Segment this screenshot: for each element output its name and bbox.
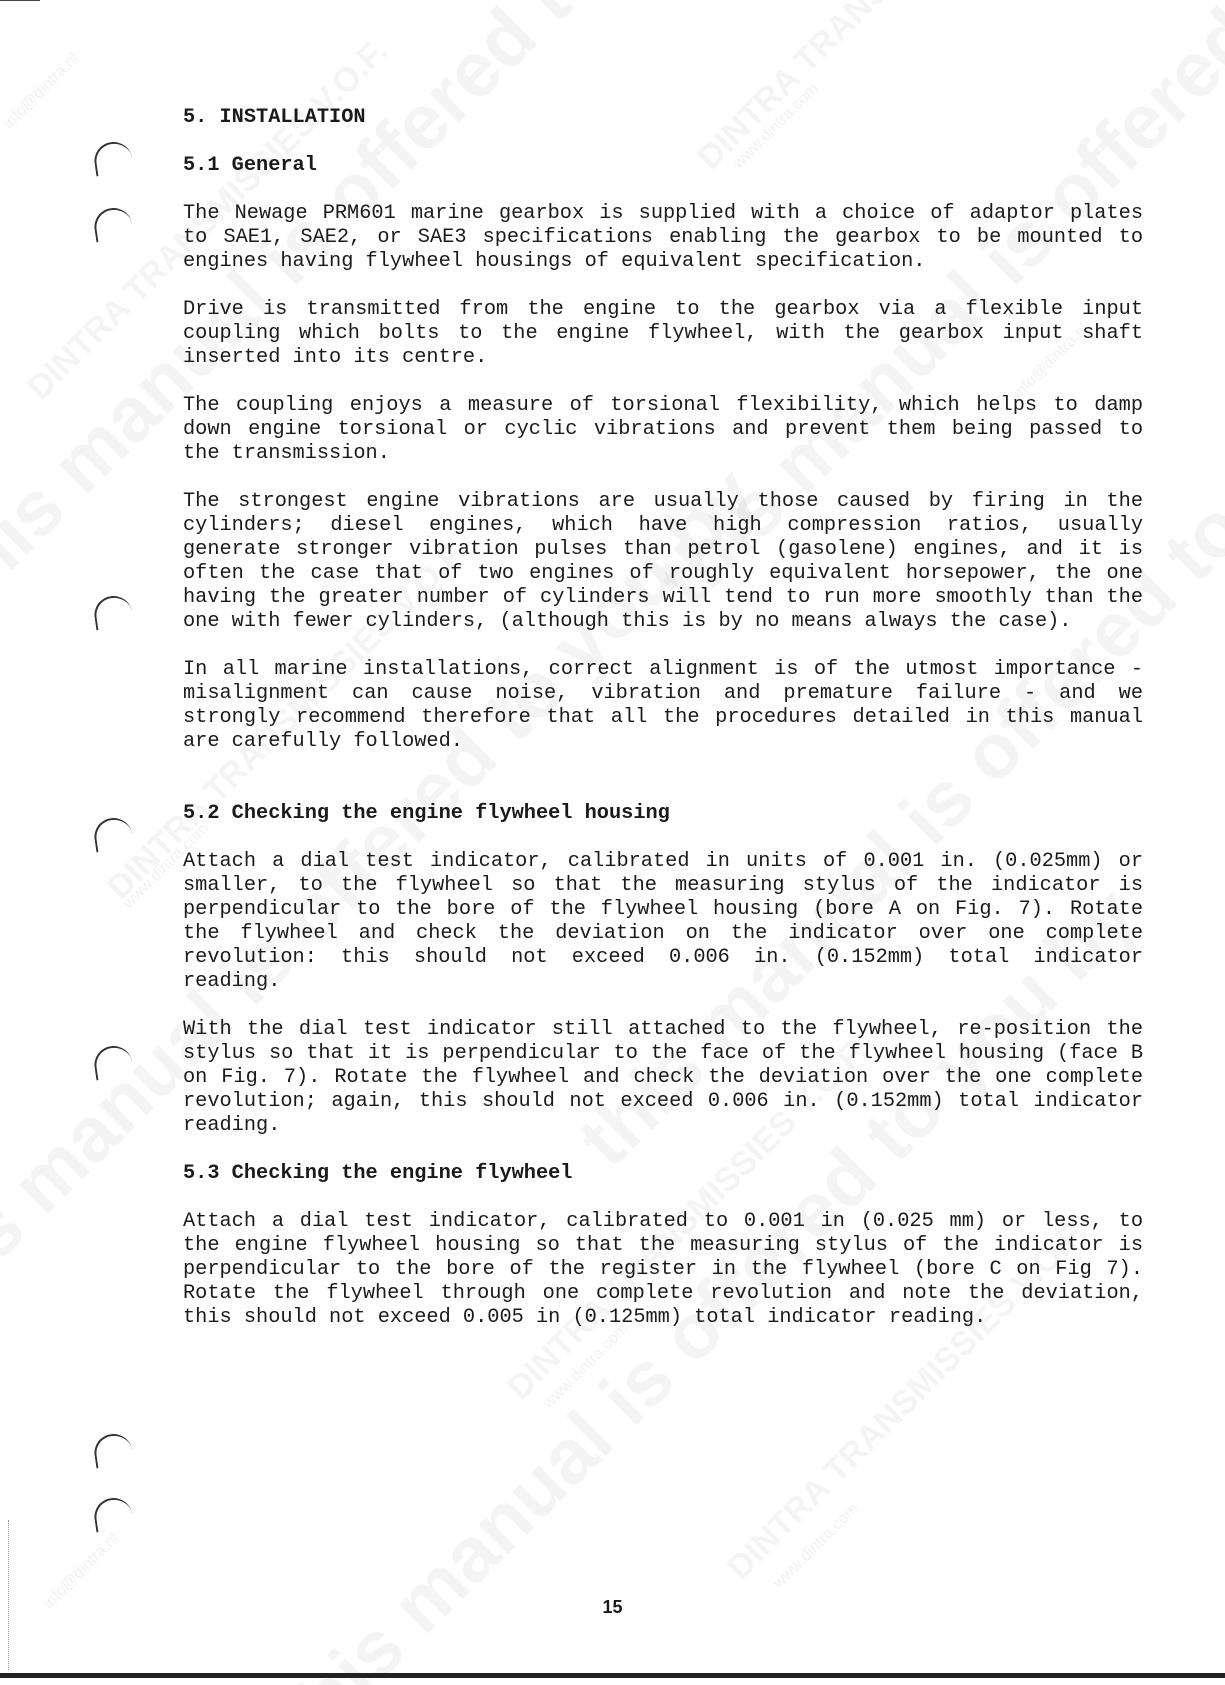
scan-edge-mark	[0, 0, 40, 1]
watermark-email: info@dintra.nl	[0, 50, 83, 133]
chapter-heading: 5. INSTALLATION	[183, 106, 366, 129]
watermark-email: info@dintra.nl	[40, 1530, 123, 1613]
scan-edge-dotted-line	[8, 1520, 10, 1670]
paragraph: The coupling enjoys a measure of torsional flexibility, which helps to damp down engine torsional or cyclic vibrations and prevent them being passed to the transmission.	[183, 394, 1143, 465]
paragraph: Attach a dial test indicator, calibrated in units of 0.001 in. (0.025mm) or smaller, to the flywheel so that the measuring stylus of the indicator is perpendicular to the bore of the flywheel housing (bore A on Fig. 7). Rotate the flywheel and check the deviation on the indicator over one complete revolution: this should not exceed 0.006 in. (0.152mm) total indicator reading.	[183, 850, 1143, 993]
paragraph: Attach a dial test indicator, calibrated to 0.001 in (0.025 mm) or less, to the engine flywheel housing so that the measuring stylus of the indicator is perpendicular to the bore of the register in the flywheel (bore C on Fig 7). Rotate the flywheel through one complete revolution and note the deviation, this should not exceed 0.005 in (0.125mm) total indicator reading.	[183, 1210, 1143, 1329]
watermark-web: www.dintra.com	[120, 820, 212, 913]
document-body	[183, 106, 1143, 1354]
paragraph: Drive is transmitted from the engine to the gearbox via a flexible input coupling which bolts to the engine flywheel, with the gearbox input shaft inserted into its centre.	[183, 298, 1143, 369]
section-heading-flywheel-housing: 5.2 Checking the engine flywheel housing	[183, 802, 670, 825]
watermark-web: www.dintra.com	[540, 1320, 632, 1413]
watermark-email: info@dintra.nl	[1010, 320, 1093, 403]
paragraph: In all marine installations, correct alignment is of the utmost importance - misalignment can cause noise, vibration and premature failure - and we strongly recommend therefore that all the procedures detailed in this manual are carefully followed.	[183, 658, 1143, 753]
section-heading-general: 5.1 General	[183, 154, 317, 177]
binder-hole-mark	[92, 594, 134, 631]
watermark-web: www.dintra.com	[730, 80, 822, 173]
binder-hole-mark	[92, 1044, 134, 1081]
section-heading-flywheel: 5.3 Checking the engine flywheel	[183, 1162, 573, 1185]
paragraph: With the dial test indicator still attached to the flywheel, re-position the stylus so that it is perpendicular to the face of the flywheel housing (face B on Fig. 7). Rotate the flywheel and check the deviation over the one complete revolution; again, this should not exceed 0.006 in. (0.152mm) total indicator reading.	[183, 1018, 1143, 1137]
binder-hole-mark	[92, 1496, 134, 1533]
binder-hole-mark	[92, 1432, 134, 1469]
bottom-rule	[0, 1673, 1225, 1678]
paragraph: The Newage PRM601 marine gearbox is supplied with a choice of adaptor plates to SAE1, SAE2, or SAE3 specifications enabling the gearbox to be mounted to engines having flywheel housings of equivalent specification.	[183, 202, 1143, 273]
paragraph: The strongest engine vibrations are usually those caused by firing in the cylinders; diesel engines, which have high compression ratios, usually generate stronger vibration pulses than petrol (gasolene) engines, and it is often the case that of two engines of roughly equivalent horsepower, the one having the greater number of cylinders will tend to run more smoothly than the one with fewer cylinders, (although this is by no means always the case).	[183, 490, 1143, 633]
page-number: 15	[602, 1597, 623, 1617]
binder-hole-mark	[92, 206, 134, 243]
binder-hole-mark	[92, 816, 134, 853]
binder-hole-mark	[92, 140, 134, 177]
watermark-web: www.dintra.com	[770, 1500, 862, 1593]
